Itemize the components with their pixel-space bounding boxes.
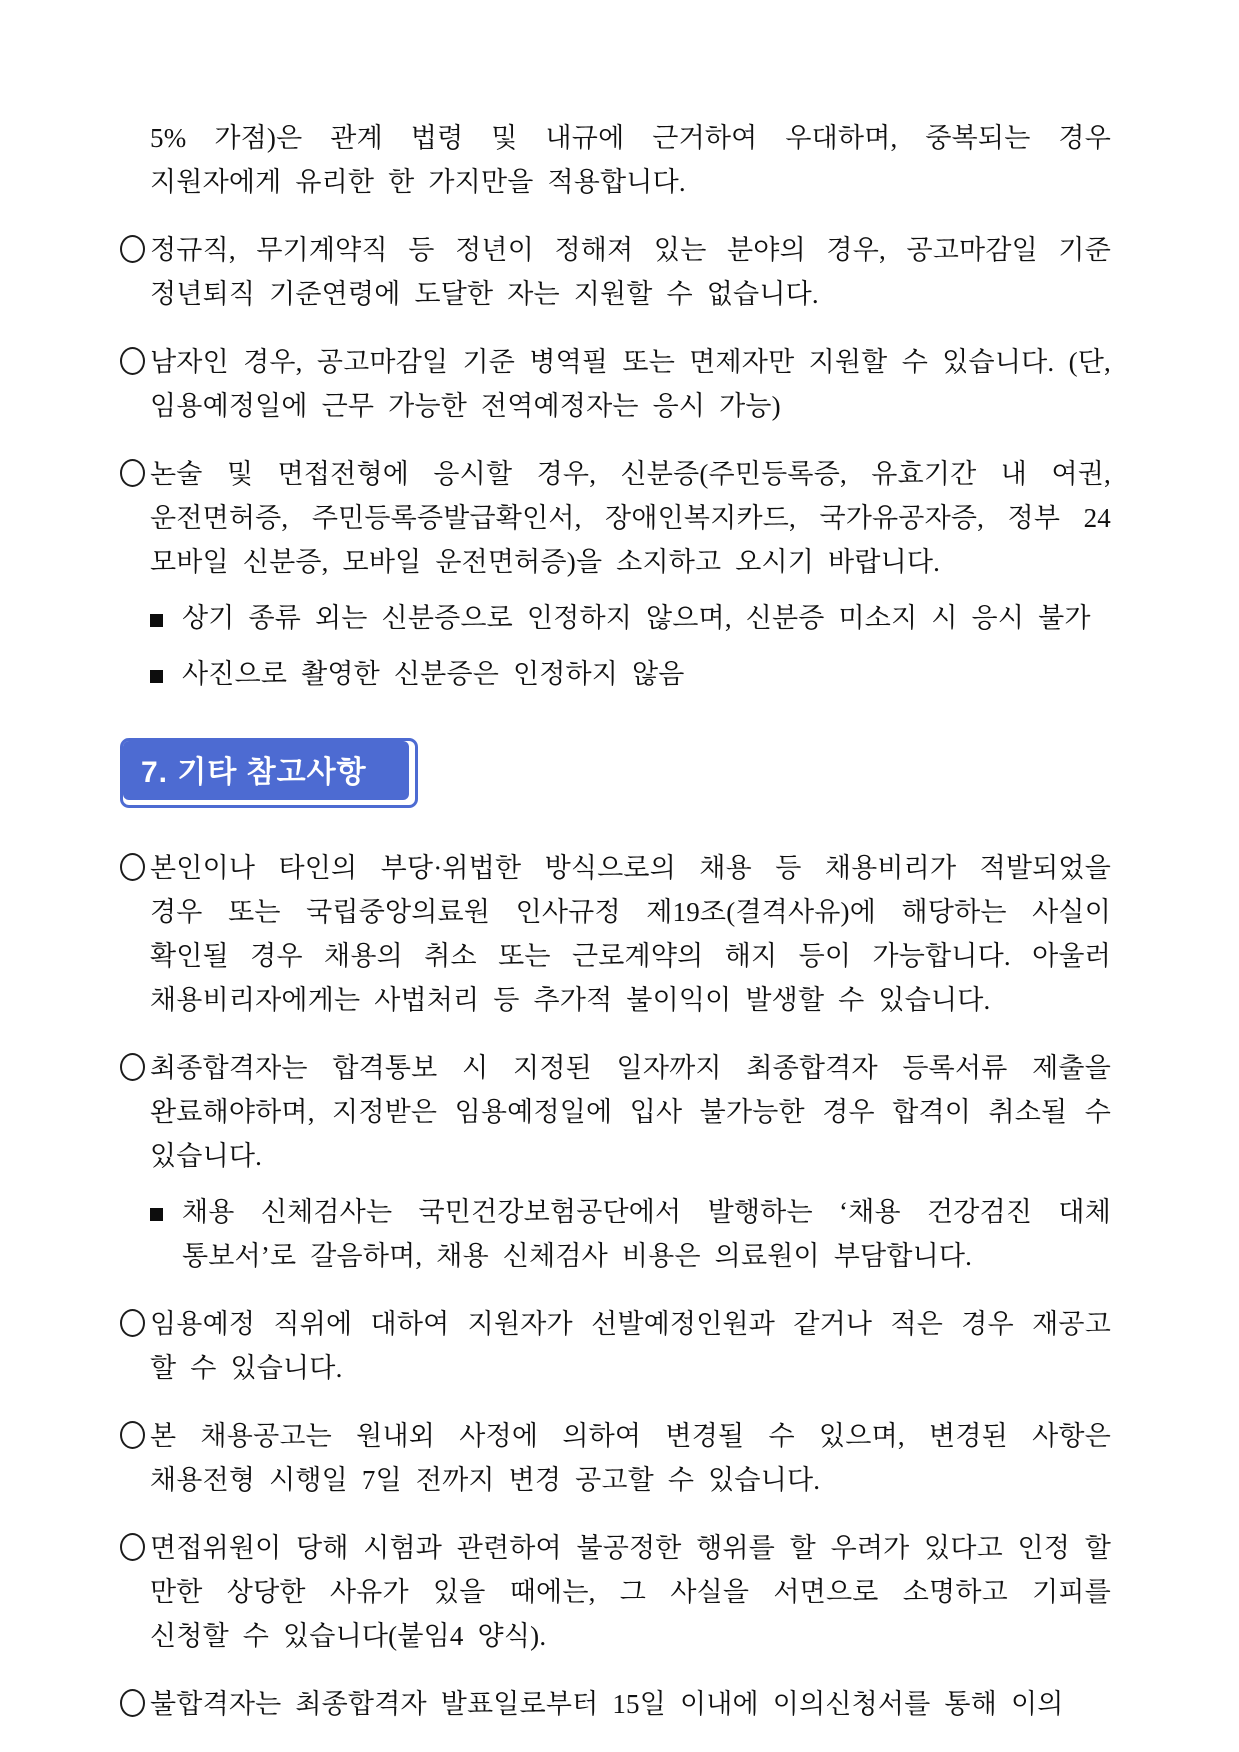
square-bullet-icon [150, 670, 163, 683]
paragraph-text: 남자인 경우, 공고마감일 기준 병역필 또는 면제자만 지원할 수 있습니다. (단, 임용예정일에 근무 가능한 전역예정자는 응시 가능) [150, 347, 1111, 421]
paragraph-text: 임용예정 직위에 대하여 지원자가 선발예정인원과 같거나 적은 경우 재공고 할 수 있습니다. [150, 1309, 1111, 1383]
section-header-title: 7. 기타 참고사항 [123, 741, 409, 800]
list-item [120, 452, 1111, 584]
circle-bullet-icon [120, 1053, 145, 1081]
circle-bullet-icon [120, 1533, 145, 1561]
paragraph-text: 면접위원이 당해 시험과 관련하여 불공정한 행위를 할 우려가 있다고 인정 할 만한 상당한 사유가 있을 때에는, 그 사실을 서면으로 소명하고 기피를 신청할 수 있습니다(붙임4 양식). [150, 1533, 1111, 1651]
circle-bullet-icon [120, 235, 145, 263]
list-item [120, 340, 1111, 428]
circle-bullet-icon [120, 1309, 145, 1337]
list-item [120, 116, 1111, 204]
circle-bullet-icon [120, 853, 145, 881]
paragraph-text: 논술 및 면접전형에 응시할 경우, 신분증(주민등록증, 유효기간 내 여권, 운전면허증, 주민등록증발급확인서, 장애인복지카드, 국가유공자증, 정부 24 모바일 신분증, 모바일 운전면허증)을 소지하고 오시기 바랍니다. [150, 459, 1111, 577]
circle-bullet-icon [120, 347, 145, 375]
paragraph-text: 불합격자는 최종합격자 발표일로부터 15일 이내에 이의신청서를 통해 이의 [150, 1689, 1064, 1719]
section-header-frame [120, 738, 418, 808]
list-item [120, 1302, 1111, 1390]
list-item [120, 1526, 1111, 1658]
circle-bullet-icon [120, 459, 145, 487]
list-item [120, 1414, 1111, 1502]
circle-bullet-icon [120, 1689, 145, 1717]
paragraph-text: 상기 종류 외는 신분증으로 인정하지 않으며, 신분증 미소지 시 응시 불가 [182, 603, 1091, 633]
paragraph-text: 채용 신체검사는 국민건강보험공단에서 발행하는 ‘채용 건강검진 대체 통보서’로 갈음하며, 채용 신체검사 비용은 의료원이 부담합니다. [182, 1197, 1111, 1271]
circle-bullet-icon [120, 1421, 145, 1449]
sub-list-item [148, 1190, 1111, 1278]
paragraph-text: 본인이나 타인의 부당·위법한 방식으로의 채용 등 채용비리가 적발되었을 경우 또는 국립중앙의료원 인사규정 제19조(결격사유)에 해당하는 사실이 확인될 경우 채용의 취소 또는 근로계약의 해지 등이 가능합니다. 아울러 채용비리자에게는 사법처리 등 추가적 불이익이 발생할 수 있습니다. [150, 853, 1111, 1015]
list-item [120, 846, 1111, 1022]
list-item [120, 228, 1111, 316]
square-bullet-icon [150, 1208, 163, 1221]
paragraph-text: 본 채용공고는 원내외 사정에 의하여 변경될 수 있으며, 변경된 사항은 채용전형 시행일 7일 전까지 변경 공고할 수 있습니다. [150, 1421, 1111, 1495]
paragraph-text: 최종합격자는 합격통보 시 지정된 일자까지 최종합격자 등록서류 제출을 완료해야하며, 지정받은 임용예정일에 입사 불가능한 경우 합격이 취소될 수 있습니다. [150, 1053, 1111, 1171]
sub-list-item [148, 596, 1111, 640]
sub-list-item [148, 652, 1111, 696]
paragraph-text: 5% 가점)은 관계 법령 및 내규에 근거하여 우대하며, 중복되는 경우 지원자에게 유리한 한 가지만을 적용합니다. [150, 123, 1111, 197]
paragraph-text: 정규직, 무기계약직 등 정년이 정해져 있는 분야의 경우, 공고마감일 기준 정년퇴직 기준연령에 도달한 자는 지원할 수 없습니다. [150, 235, 1111, 309]
list-item [120, 1682, 1111, 1730]
section-header [120, 738, 1111, 808]
square-bullet-icon [150, 614, 163, 627]
paragraph-text: 사진으로 촬영한 신분증은 인정하지 않음 [182, 659, 685, 689]
list-item [120, 1046, 1111, 1178]
